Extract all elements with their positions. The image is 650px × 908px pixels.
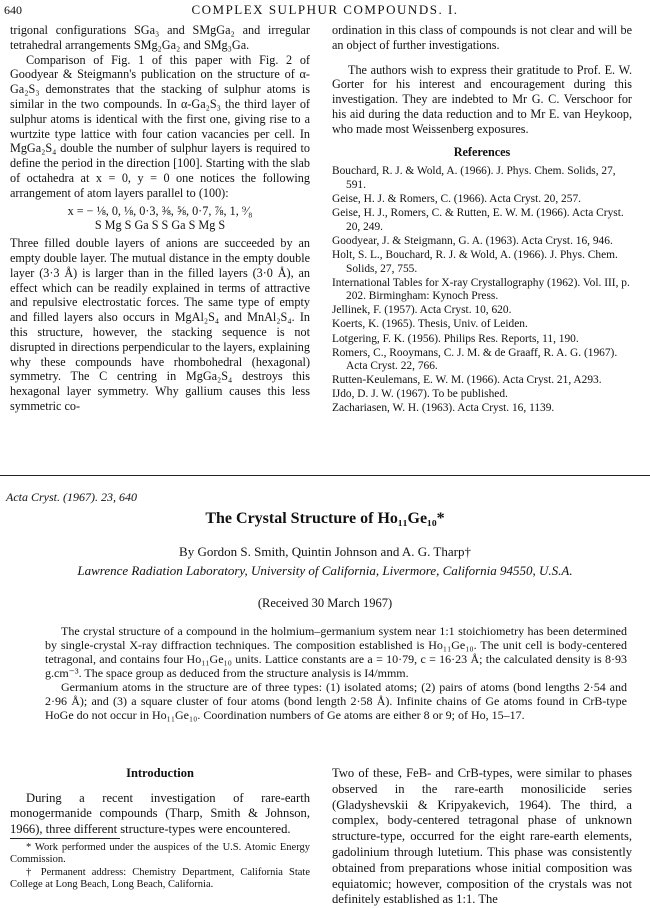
reference-item: Zachariasen, W. H. (1963). Acta Cryst. 16, 1139. <box>332 402 555 415</box>
references-heading: References <box>453 144 511 159</box>
reference-item: Holt, S. L., Bouchard, R. J. & Wold, A. (1966). J. Phys. Chem. Solids, 27, 755. <box>332 248 618 275</box>
paragraph: Three filled double layers of anions are succeeded by an empty double layer. The mutual distance in the empty double layer (3·3 Å) is larger than in the filled layers (3·0 Å), an effect which can be readily explained in terms of attractive and repulsive electrostatic forces. The same type of empty and filled layers also occurs in MgAl₂S₄ and MnAl₂S₄. In this structure, however, the stacking sequence is not disrupted in directions perpendicular to the layers, explaining why these compounds have rhombohedral (hexagonal) symmetry. The C centring in MgGa₂S₄ destroys this hexagonal layer symmetry. Why gallium causes this less symmetric co- <box>10 236 310 413</box>
section-divider <box>0 475 650 476</box>
article-authors: By Gordon S. Smith, Quintin Johnson and A. G. Tharp† <box>179 544 471 559</box>
reference-item: Koerts, K. (1965). Thesis, Univ. of Leiden. <box>332 318 528 331</box>
intro-right-column <box>332 766 632 908</box>
reference-item: Bouchard, R. J. & Wold, A. (1966). J. Phys. Chem. Solids, 27, 591. <box>332 165 616 191</box>
introduction-heading: Introduction <box>126 766 194 780</box>
layer-formula <box>10 204 310 234</box>
intro-left-column <box>10 766 310 838</box>
reference-item: Jellinek, F. (1957). Acta Cryst. 10, 620. <box>332 304 512 317</box>
acknowledgement: The authors wish to express their gratitude to Prof. E. W. Gorter for his interest and encouragement during this investigation. They are indebted to Mr G. C. Verschoor for his aid during the data reduction and to Mr E. van Heykoop, who made most Weissenberg exposures. <box>332 62 632 136</box>
footnote: * Work performed under the auspices of the U.S. Atomic Energy Commission. <box>10 842 310 866</box>
journal-citation: Acta Cryst. (1967). 23, 640 <box>6 490 137 504</box>
footnote: † Permanent address: Chemistry Department, California State College at Long Beach, Long Beach, California. <box>10 866 310 891</box>
formula-atoms: S Mg S Ga S S Ga S Mg S <box>94 218 226 233</box>
top-left-column <box>10 23 310 414</box>
reference-item: Rutten-Keulemans, E. W. M. (1966). Acta Cryst. 21, A293. <box>332 374 602 387</box>
reference-item: Lotgering, F. K. (1956). Philips Res. Reports, 11, 190. <box>332 332 579 345</box>
reference-item: Geise, H. J. & Romers, C. (1966). Acta Cryst. 20, 257. <box>332 193 581 206</box>
intro-paragraph: Two of these, FeB- and CrB-types, were similar to phases observed in the rare-earth monosilicide series (Gladyshevskii & Kripyakevich, 1964). The third, a complex, body-centered tetragonal phase of unknown structure-type, occurred for the eight rare-earth elements, gadolinium through lutetium. This phase was consistently obtained from preparations whose initial composition was equiatomic; however, composition of the crystals was not definitely established as 1:1. The <box>332 766 632 907</box>
top-right-column <box>332 23 632 417</box>
reference-item: Goodyear, J. & Steigmann, G. A. (1963). Acta Cryst. 16, 946. <box>332 234 613 247</box>
reference-item: IJdo, D. J. W. (1967). To be published. <box>332 388 508 401</box>
paragraph: ordination in this class of compounds is not clear and will be an object of further investigations. <box>332 23 632 52</box>
footnote-rule <box>10 838 120 839</box>
reference-list <box>332 165 632 416</box>
article-affiliation: Lawrence Radiation Laboratory, University of California, Livermore, California 94550, U.S.A. <box>77 563 573 578</box>
received-date: (Received 30 March 1967) <box>257 596 393 610</box>
paragraph: trigonal configurations SGa₃ and SMgGa₂ and irregular tetrahedral arrangements SMg₂Ga₂ and SMg₃Ga. <box>10 23 310 52</box>
reference-item: Romers, C., Rooymans, C. J. M. & de Graaff, R. A. G. (1967). Acta Cryst. 22, 766. <box>332 346 618 373</box>
page-number: 640 <box>4 3 22 17</box>
paragraph: Comparison of Fig. 1 of this paper with Fig. 2 of Goodyear & Steigmann's publication on the structure of α-Ga₂S₃ demonstrates that the stacking of sulphur atoms is similar in the two compounds. In α-Ga₂S₃ the third layer of sulphur atoms is identical with the first one, giving rise to a wurtzite type lattice with four cation vacancies per cell. In MgGa₂S₄ double the number of sulphur layers is required to define the period in the direction [100]. Starting with the slab of octahedra at x = 0, y = 0 one notices the following arrangement of atom layers parallel to (100): <box>10 52 310 200</box>
abstract <box>45 624 627 722</box>
running-title: COMPLEX SULPHUR COMPOUNDS. I. <box>191 2 459 17</box>
article-title: The Crystal Structure of Ho₁₁Ge₁₀* <box>205 510 445 527</box>
running-header <box>0 3 650 21</box>
reference-item: Geise, H. J., Romers, C. & Rutten, E. W. M. (1966). Acta Cryst. 20, 249. <box>332 207 624 233</box>
reference-item: International Tables for X-ray Crystallography (1962). Vol. III, p. 202. Birmingham: Kynoch Press. <box>332 276 630 303</box>
intro-paragraph: During a recent investigation of rare-earth monogermanide compounds (Tharp, Smith & Johnson, 1966), three different structure-types were encountered. <box>10 790 310 836</box>
footnotes <box>10 842 310 892</box>
abstract-paragraph: The crystal structure of a compound in the holmium–germanium system near 1:1 stoichiometry has been determined by single-crystal X-ray diffraction techniques. The composition established is Ho₁₁Ge₁₀. The unit cell is body-centered tetragonal, and contains four Ho₁₁Ge₁₀ units. Lattice constants are a = 10·79, c = 16·23 Å; the calculated density is 8·93 g.cm⁻³. The space group as deduced from the structure analysis is I4/mmm. <box>45 624 627 680</box>
abstract-paragraph: Germanium atoms in the structure are of three types: (1) isolated atoms; (2) pairs of atoms (bond lengths 2·54 and 2·96 Å); and (3) a square cluster of four atoms (bond length 2·58 Å). Infinite chains of Ge atoms found in CrB-type HoGe do not occur in Ho₁₁Ge₁₀. Coordination numbers of Ge atoms are either 8 or 9; of Ho, 15–17. <box>45 680 627 722</box>
formula-x-positions: x = − ⅛, 0, ⅛, 0·3, ⅜, ⅝, 0·7, ⅞, 1, ⁹⁄₈ <box>67 203 253 218</box>
